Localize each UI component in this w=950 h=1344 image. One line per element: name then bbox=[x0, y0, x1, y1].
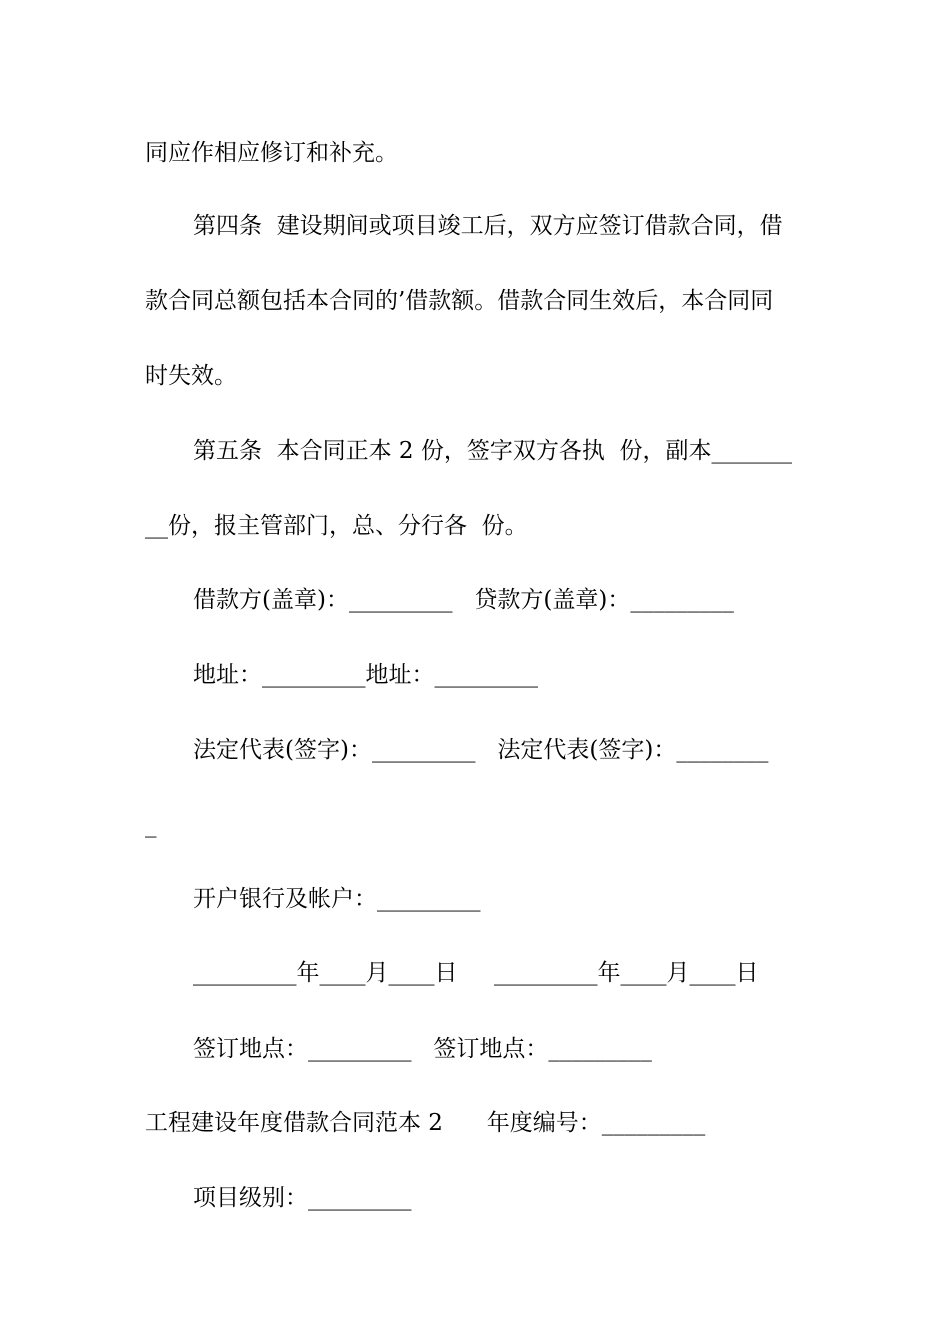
paragraph-line: 款合同总额包括本合同的’借款额。借款合同生效后，本合同同 bbox=[145, 288, 774, 314]
legal-representative-line: 法定代表(签字)：_________ 法定代表(签字)：________ bbox=[193, 737, 769, 763]
address-line: 地址：_________地址：_________ bbox=[193, 662, 538, 688]
signing-place-line: 签订地点：_________ 签订地点：_________ bbox=[193, 1036, 652, 1062]
borrower-lender-seal-line: 借款方(盖章)：_________ 贷款方(盖章)：_________ bbox=[193, 587, 734, 613]
paragraph-line: __份，报主管部门，总、分行各 份。 bbox=[145, 513, 528, 539]
date-line: _________年____月____日 _________年____月____日 bbox=[193, 960, 759, 986]
paragraph-line: 同应作相应修订和补充。 bbox=[145, 140, 398, 166]
article-5-line: 第五条 本合同正本 2 份，签字双方各执 份，副本_______ bbox=[193, 438, 792, 464]
article-4-line: 第四条 建设期间或项目竣工后，双方应签订借款合同，借 bbox=[193, 213, 783, 239]
paragraph-line: _ bbox=[145, 812, 157, 838]
project-level-line: 项目级别：_________ bbox=[193, 1185, 412, 1211]
bank-account-line: 开户银行及帐户：_________ bbox=[193, 886, 481, 912]
paragraph-line: 时失效。 bbox=[145, 363, 237, 389]
template-title-line: 工程建设年度借款合同范本 2 年度编号：_________ bbox=[145, 1110, 706, 1136]
